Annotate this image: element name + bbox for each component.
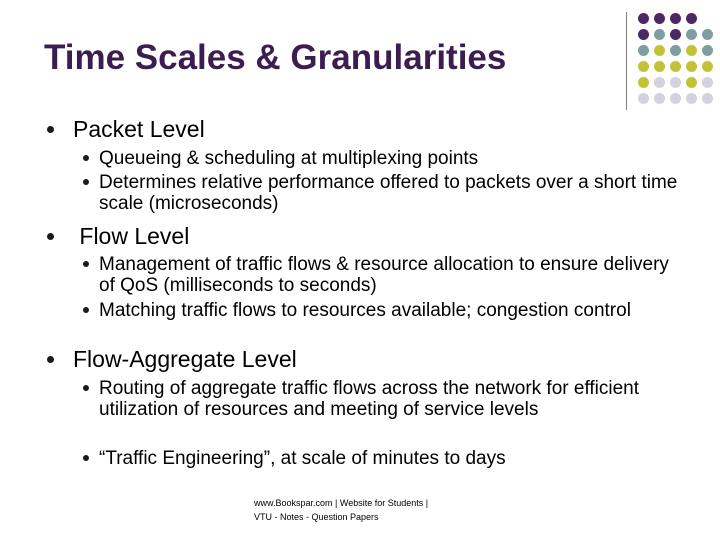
point-relative-performance: Determines relative performance offered to packets over a short time scale (microseconds) xyxy=(99,172,678,214)
slide-title: Time Scales & Granularities xyxy=(44,38,507,77)
point-queueing: Queueing & scheduling at multiplexing points xyxy=(99,148,479,169)
section-heading-flow-aggregate-level: Flow-Aggregate Level xyxy=(73,346,297,372)
bullet-icon xyxy=(47,126,54,133)
footer-line-2: VTU - Notes - Question Papers xyxy=(254,512,379,522)
footer-line-1: www.Bookspar.com | Website for Students | xyxy=(254,498,429,508)
bullet-icon xyxy=(83,455,89,461)
section-heading-packet-level: Packet Level xyxy=(73,116,205,142)
bullet-icon xyxy=(83,385,89,391)
point-traffic-engineering: “Traffic Engineering”, at scale of minutes to days xyxy=(99,448,506,469)
bullet-icon xyxy=(83,261,89,267)
footer xyxy=(254,496,474,524)
bullet-icon xyxy=(83,155,89,161)
bullet-icon xyxy=(47,233,54,240)
bullet-icon xyxy=(83,179,89,185)
point-routing-aggregate: Routing of aggregate traffic flows across the network for efficient utilization of resources and meeting of service levels xyxy=(99,378,640,420)
section-heading-flow-level: Flow Level xyxy=(73,223,190,249)
point-traffic-management: Management of traffic flows & resource allocation to ensure delivery of QoS (milliseconds to seconds) xyxy=(99,254,669,296)
bullet-icon xyxy=(83,307,89,313)
point-matching-flows: Matching traffic flows to resources available; congestion control xyxy=(99,300,631,321)
bullet-icon xyxy=(47,356,54,363)
